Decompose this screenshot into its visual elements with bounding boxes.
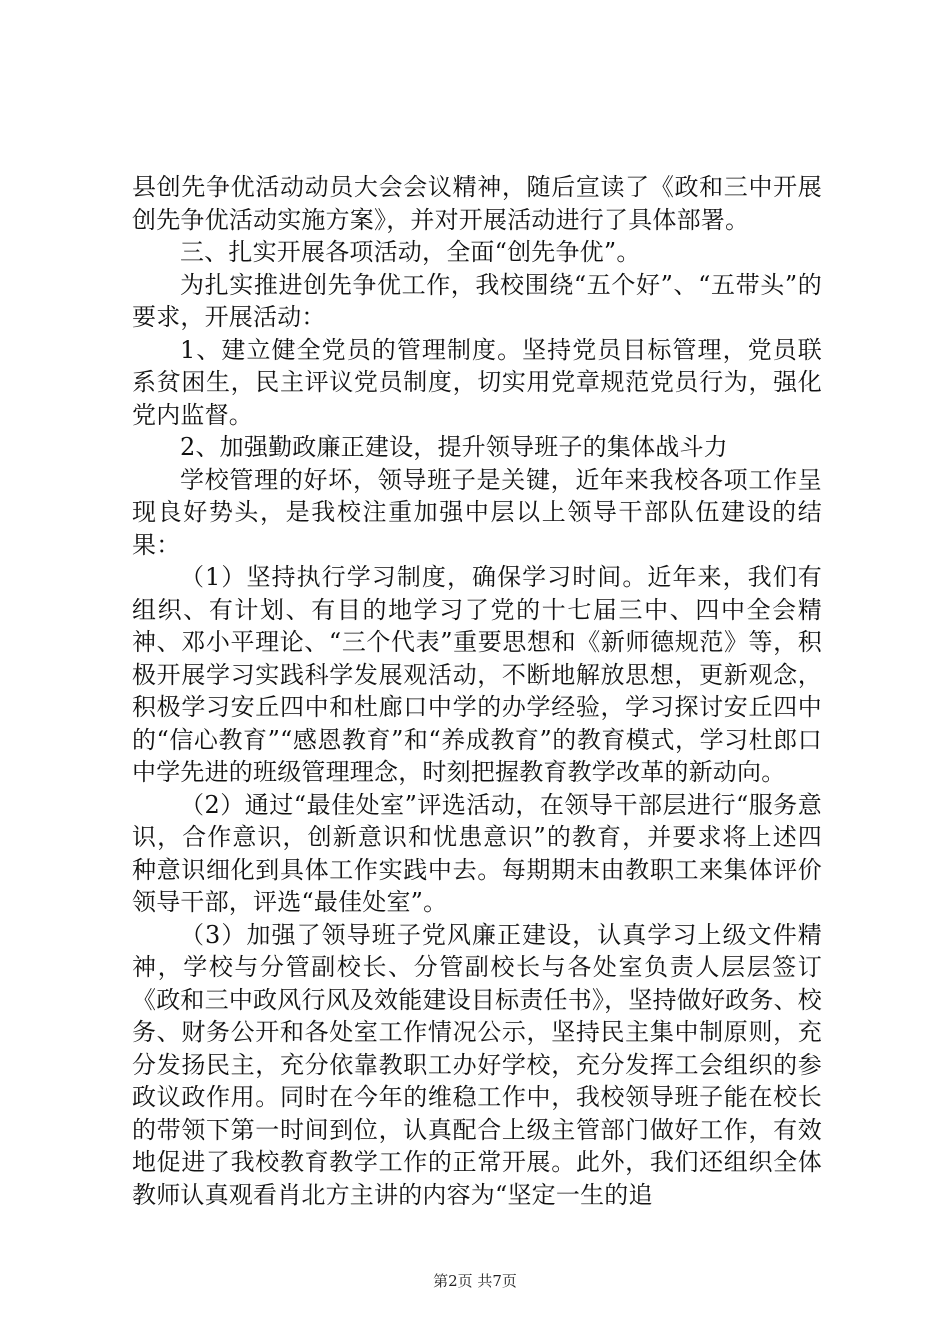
paragraph-5: 2、加强勤政廉正建设，提升领导班子的集体战斗力: [180, 433, 728, 461]
paragraph-7: （1）坚持执行学习制度，确保学习时间。近年来，我们有组织、有计划、有目的地学习了党的十七届三中、四中全会精神、邓小平理论、“三个代表”重要思想和《新师德规范》等，积极开展学习实践科学发展观活动，不断地解放思想，更新观念，积极学习安丘四中和杜廊口中学的办学经验，学习探讨安丘四中的“信心教育”“感恩教育”和“养成教育”的教育模式，学习杜郎口中学先进的班级管理理念，时刻把握教育教学改革的新动向。: [132, 563, 822, 786]
paragraph-3: 为扎实推进创先争优工作，我校围绕“五个好”、“五带头”的要求，开展活动：: [132, 270, 822, 331]
paragraph-9: （3）加强了领导班子党风廉正建设，认真学习上级文件精神，学校与分管副校长、分管副校长与各处室负责人层层签订《政和三中政风行风及效能建设目标责任书》，坚持做好政务、校务、财务公开和各处室工作情况公示，坚持民主集中制原则，充分发扬民主，充分依靠教职工办好学校，充分发挥工会组织的参政议政作用。同时在今年的维稳工作中，我校领导班子能在校长的带领下第一时间到位，认真配合上级主管部门做好工作，有效地促进了我校教育教学工作的正常开展。此外，我们还组织全体教师认真观看肖北方主讲的内容为“坚定一生的追: [132, 920, 822, 1209]
paragraph-2: 三、扎实开展各项活动，全面“创先争优”。: [180, 238, 641, 266]
paragraph-1: 县创先争优活动动员大会会议精神，随后宣读了《政和三中开展创先争优活动实施方案》，并对开展活动进行了具体部署。: [132, 173, 822, 234]
document-body: [132, 171, 822, 1211]
page-number-footer: 第2页 共7页: [433, 1272, 517, 1290]
paragraph-8: （2）通过“最佳处室”评选活动，在领导干部层进行“服务意识，合作意识，创新意识和忧患意识”的教育，并要求将上述四种意识细化到具体工作实践中去。每期期末由教职工来集体评价领导干部，评选“最佳处室”。: [132, 790, 822, 916]
paragraph-6: 学校管理的好坏，领导班子是关键，近年来我校各项工作呈现良好势头，是我校注重加强中层以上领导干部队伍建设的结果：: [132, 465, 822, 559]
paragraph-4: 1、建立健全党员的管理制度。坚持党员目标管理，党员联系贫困生，民主评议党员制度，切实用党章规范党员行为，强化党内监督。: [132, 335, 822, 429]
